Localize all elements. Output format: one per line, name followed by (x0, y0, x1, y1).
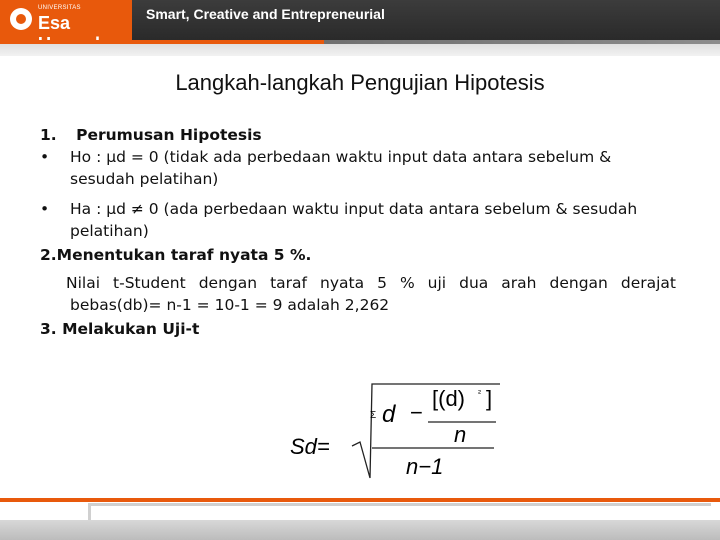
step-1-label: Perumusan Hipotesis (76, 126, 262, 144)
step-1-number: 1. (40, 126, 57, 144)
university-logo (0, 0, 132, 40)
bullet-icon: • (40, 200, 50, 218)
bullet-ha (40, 198, 676, 242)
formula-d: d (382, 401, 396, 428)
formula-close: ] (486, 386, 493, 411)
formula-sigma: Σ (370, 410, 377, 421)
formula-n: n (454, 422, 467, 447)
step-2-line-2: bebas(db)= n-1 = 10-1 = 9 adalah 2,262 (70, 296, 390, 314)
step-3: 3. Melakukan Uji-t (40, 320, 200, 338)
ha-line-1: Ha : μd ≠ 0 (ada perbedaan waktu input data antara sebelum & sesudah (70, 200, 638, 218)
formula-numerator: [(d) (432, 386, 465, 411)
bullet-ho (40, 146, 676, 190)
logo-emblem-icon (10, 8, 32, 30)
bullet-icon: • (40, 148, 50, 166)
ha-line-2: pelatihan) (70, 222, 149, 240)
slide-title: Langkah-langkah Pengujian Hipotesis (175, 70, 545, 95)
step-2: 2.Menentukan taraf nyata 5 %. (40, 246, 312, 264)
step-2-body (40, 272, 676, 316)
ho-line-2: sesudah pelatihan) (70, 170, 219, 188)
step-2-line-1: Nilai t-Student dengan taraf nyata 5 % uji dua arah dengan derajat (66, 274, 676, 292)
header-bar (0, 0, 720, 40)
ho-line-1: Ho : μd = 0 (tidak ada perbedaan waktu input data antara sebelum & (70, 148, 612, 166)
logo-small-text: UNIVERSITAS (38, 5, 81, 11)
logo-text: Esa (38, 13, 71, 33)
header-band (0, 40, 720, 56)
footer-accent-line (0, 498, 720, 502)
slide-content (40, 124, 676, 340)
formula-power: ² (478, 388, 481, 398)
footer-band (0, 520, 720, 540)
step-1 (40, 124, 676, 146)
sd-formula (286, 378, 506, 488)
tagline: Smart, Creative and Entrepreneurial (146, 6, 385, 22)
formula-minus: − (410, 400, 423, 425)
formula-lhs: Sd= (290, 434, 330, 459)
formula-denominator: n−1 (406, 454, 444, 479)
